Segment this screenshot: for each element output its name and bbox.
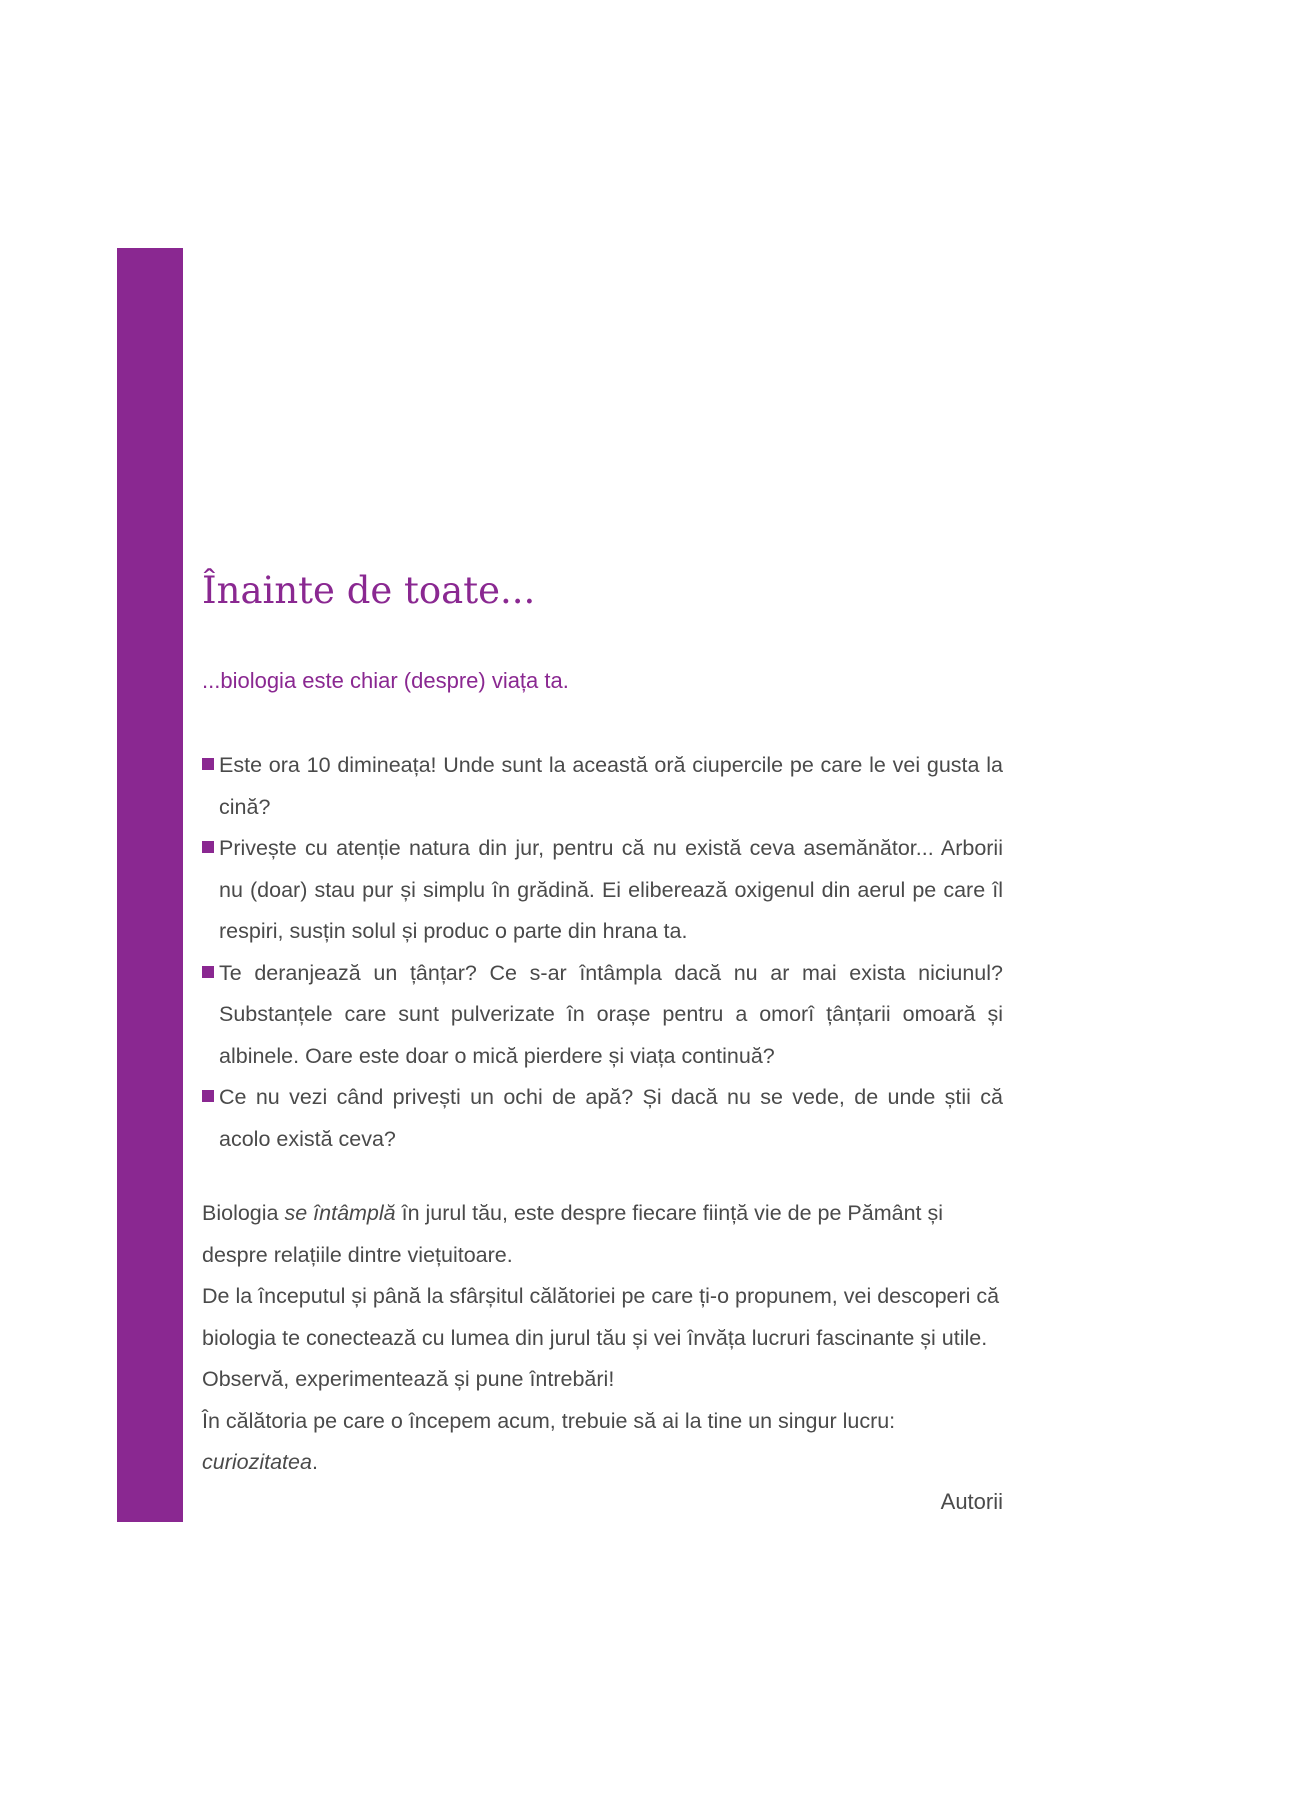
list-item-text: Ce nu vezi când privești un ochi de apă? Și dacă nu se vede, de unde știi că acolo există ceva?	[219, 1085, 1003, 1151]
emphasis-text: curiozitatea	[202, 1450, 312, 1474]
square-bullet-icon	[202, 841, 214, 853]
square-bullet-icon	[202, 966, 214, 978]
decorative-side-bar	[117, 248, 183, 1522]
square-bullet-icon	[202, 1090, 214, 1102]
authors-signature: Autorii	[940, 1489, 1003, 1514]
emphasis-text: se întâmplă	[284, 1201, 396, 1225]
list-item-text: Privește cu atenție natura din jur, pentru că nu există ceva asemănător... Arborii nu (doar) stau pur și simplu în grădină. Ei eliberează oxigenul din aerul pe care îl respiri, susțin solul și produc o parte din hrana ta.	[219, 836, 1003, 943]
list-item	[202, 1077, 1003, 1160]
paragraph-biology: Biologia se întâmplă în jurul tău, este despre fiecare ființă vie de pe Pământ și despre relațiile dintre viețuitoare.	[202, 1201, 943, 1267]
list-item-text: Te deranjează un țânțar? Ce s-ar întâmpla dacă nu ar mai exista niciunul? Substanțele care sunt pulverizate în orașe pentru a omorî țânțarii omoară și albinele. Oare este doar o mică pierdere și viața continuă?	[219, 960, 1003, 1068]
paragraph-journey: De la începutul și până la sfârșitul călătoriei pe care ți-o propunem, vei descoperi că biologia te conectează cu lumea din jurul tău și vei învăța lucruri fascinante și utile.	[202, 1284, 1000, 1350]
paragraph-curiosity: În călătoria pe care o începem acum, trebuie să ai la tine un singur lucru: curiozitatea.	[202, 1408, 896, 1474]
question-list	[202, 745, 1003, 1160]
list-item	[202, 953, 1003, 1078]
list-item	[202, 828, 1003, 953]
list-item	[202, 745, 1003, 828]
page-content	[202, 565, 1003, 1514]
square-bullet-icon	[202, 758, 214, 770]
list-item-text: Este ora 10 dimineața! Unde sunt la această oră ciupercile pe care le vei gusta la cină?	[219, 753, 1003, 819]
page-title: Înainte de toate...	[202, 569, 536, 612]
page-subtitle: ...biologia este chiar (despre) viața ta.	[202, 668, 569, 693]
body-text	[202, 1193, 1003, 1484]
paragraph-observe: Observă, experimentează și pune întrebări!	[202, 1367, 615, 1391]
